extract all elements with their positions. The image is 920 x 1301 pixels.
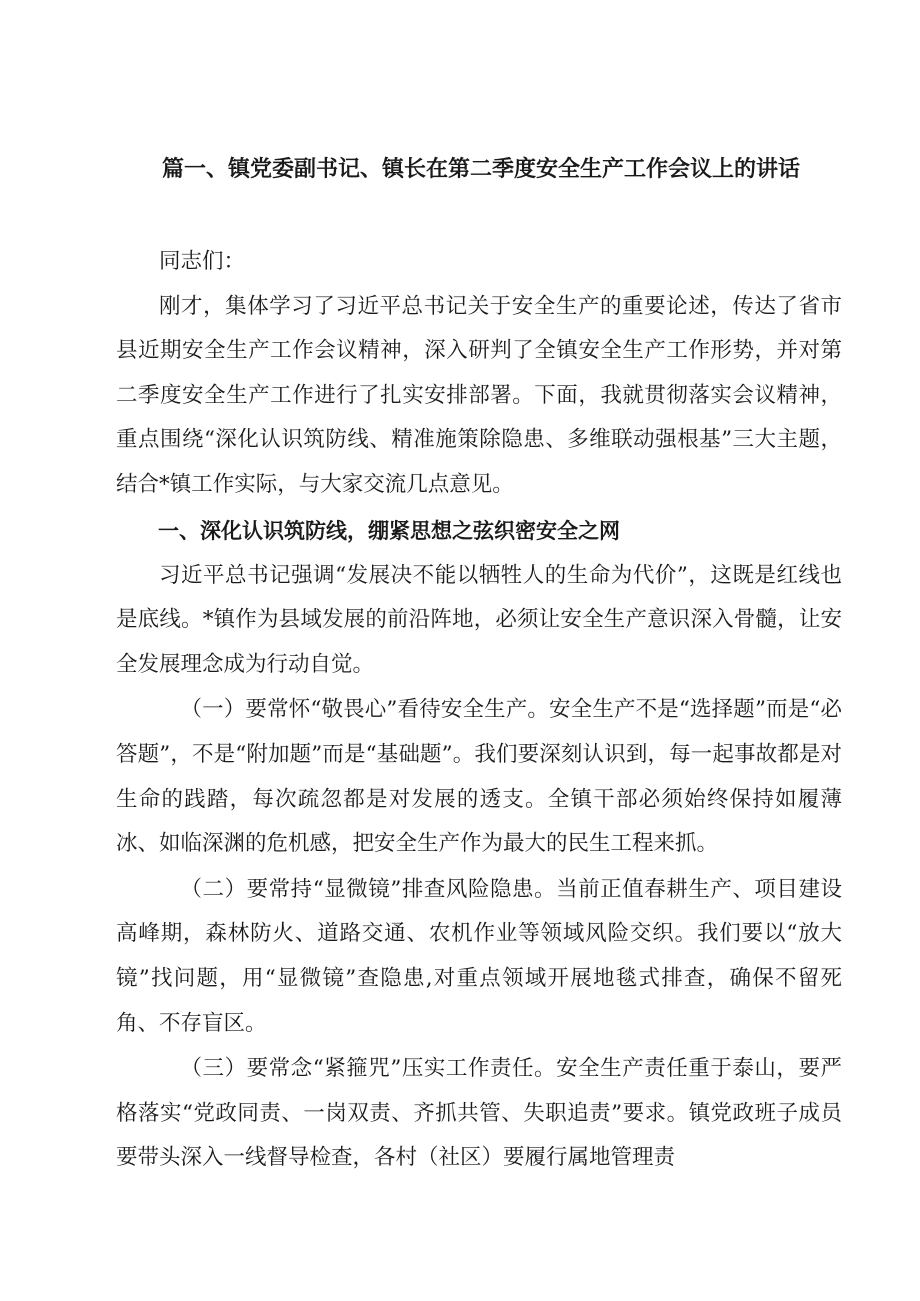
section-1-intro-paragraph: 习近平总书记强调“发展决不能以牺牲人的生命为代价”，这既是红线也是底线。*镇作为县域发展的前沿阵地，必须让安全生产意识深入骨髓，让安全发展理念成为行动自觉。 bbox=[116, 562, 842, 677]
intro-paragraph: 刚才，集体学习了习近平总书记关于安全生产的重要论述，传达了省市县近期安全生产工作会议精神，深入研判了全镇安全生产工作形势，并对第二季度安全生产工作进行了扎实安排部署。下面，我就贯彻落实会议精神，重点围绕“深化认识筑防线、精准施策除隐患、多维联动强根基”三大主题，结合*镇工作实际，与大家交流几点意见。 bbox=[116, 293, 842, 497]
salutation: 同志们： bbox=[159, 249, 246, 274]
point-1-paragraph: （一）要常怀“敬畏心”看待安全生产。安全生产不是“选择题”而是“必答题”，不是“附加题”而是“基础题”。我们要深刻认识到，每一起事故都是对生命的践踏，每次疏忽都是对发展的透支。全镇干部必须始终保持如履薄冰、如临深渊的危机感，把安全生产作为最大的民生工程来抓。 bbox=[116, 697, 842, 857]
section-heading-1: 一、深化认识筑防线，绷紧思想之弦织密安全之网 bbox=[158, 518, 620, 543]
document-title: 篇一、镇党委副书记、镇长在第二季度安全生产工作会议上的讲话 bbox=[162, 157, 801, 182]
point-2-paragraph: （二）要常持“显微镜”排查风险隐患。当前正值春耕生产、项目建设高峰期，森林防火、道路交通、农机作业等领域风险交织。我们要以“放大镜”找问题，用“显微镜”查隐患,对重点领域开展地毯式排查，确保不留死角、不存盲区。 bbox=[116, 876, 842, 1036]
point-3-paragraph: （三）要常念“紧箍咒”压实工作责任。安全生产责任重于泰山，要严格落实“党政同责、一岗双责、齐抓共管、失职追责”要求。镇党政班子成员要带头深入一线督导检查，各村（社区）要履行属地管理责 bbox=[116, 1056, 842, 1171]
document-body bbox=[116, 240, 842, 1181]
